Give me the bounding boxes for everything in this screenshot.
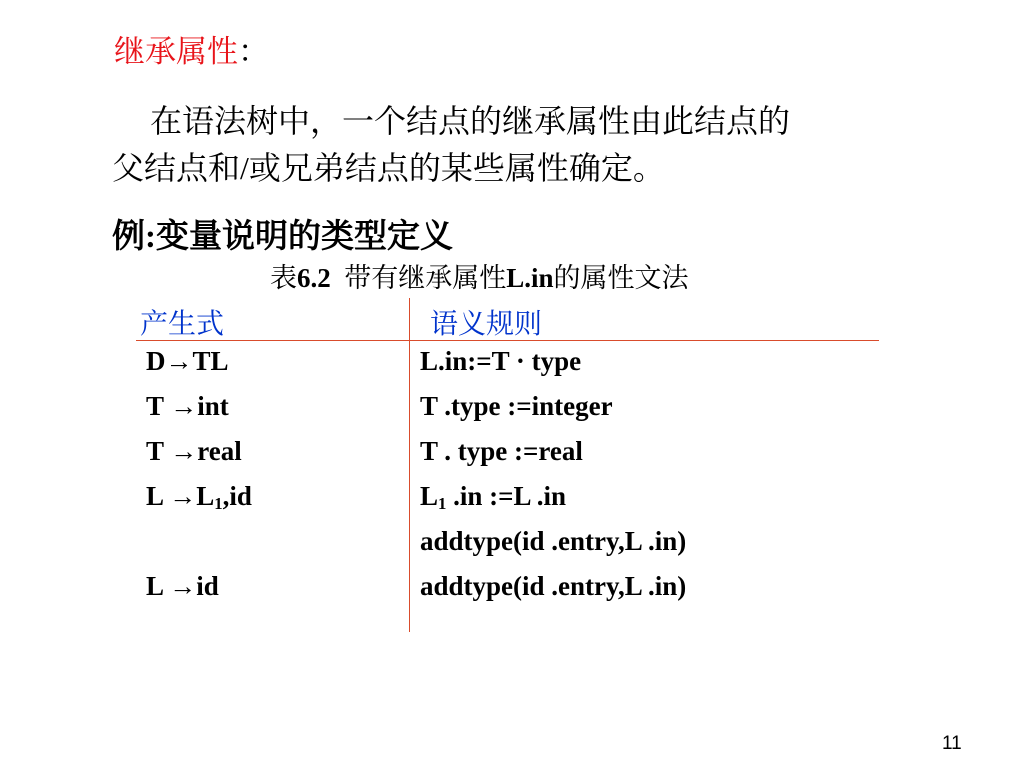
heading-title: 继承属性: [114, 34, 238, 69]
arrow-icon: →: [169, 571, 197, 601]
production-d-tl: [146, 346, 229, 377]
table-column-divider: [409, 298, 410, 632]
production-lhs: L: [146, 481, 170, 511]
caption-text-a: 带有继承属性: [344, 263, 507, 293]
example-title: 例:变量说明的类型定义: [112, 219, 453, 255]
arrow-icon: →: [169, 481, 197, 511]
subscript: 1: [438, 494, 447, 514]
rule-l1-in-assign: [420, 481, 566, 512]
page-number: 11: [942, 733, 962, 754]
definition-line-2: 父结点和/或兄弟结点的某些属性确定。: [112, 150, 665, 186]
production-lhs: L: [146, 571, 170, 601]
heading-colon: ：: [238, 34, 269, 69]
table-header-divider: [136, 340, 879, 341]
production-rhs: real: [197, 436, 242, 466]
production-rhs: L: [196, 481, 215, 511]
rule-t-type-real: T . type :=real: [420, 436, 583, 466]
production-rhs: TL: [192, 346, 229, 376]
production-t-int: [146, 391, 229, 422]
production-rhs: id: [196, 571, 219, 601]
arrow-icon: →: [165, 346, 193, 376]
header-semantic-rule: 语义规则: [430, 309, 543, 340]
production-rhs-tail: ,id: [222, 481, 252, 511]
production-l-l1-id: [146, 481, 252, 512]
caption-prefix: 表: [270, 263, 297, 293]
production-l-id: [146, 571, 219, 602]
arrow-icon: →: [170, 436, 198, 466]
rule-main: L: [420, 481, 439, 511]
arrow-icon: →: [170, 391, 198, 421]
rule-tail: .in :=L .in: [446, 481, 567, 511]
rule-addtype-2: addtype(id .entry,L .in): [420, 571, 687, 601]
rule-t-type-integer: T .type :=integer: [420, 391, 613, 421]
caption-text-b: 的属性文法: [553, 263, 689, 293]
rule-addtype-1: addtype(id .entry,L .in): [420, 526, 687, 556]
production-t-real: [146, 436, 242, 467]
caption-number: 6.2: [297, 263, 331, 293]
production-lhs: T: [146, 391, 171, 421]
table-caption: [270, 256, 689, 295]
subscript: 1: [214, 494, 223, 514]
slide-heading: [114, 26, 269, 71]
rule-l-in-assign: L.in:=T · type: [420, 346, 582, 376]
production-rhs: int: [197, 391, 229, 421]
definition-line-1: 在语法树中，一个结点的继承属性由此结点的: [150, 103, 791, 139]
production-lhs: T: [146, 436, 171, 466]
header-production: 产生式: [140, 309, 225, 340]
caption-attr: L.in: [506, 263, 554, 293]
production-lhs: D: [146, 346, 166, 376]
